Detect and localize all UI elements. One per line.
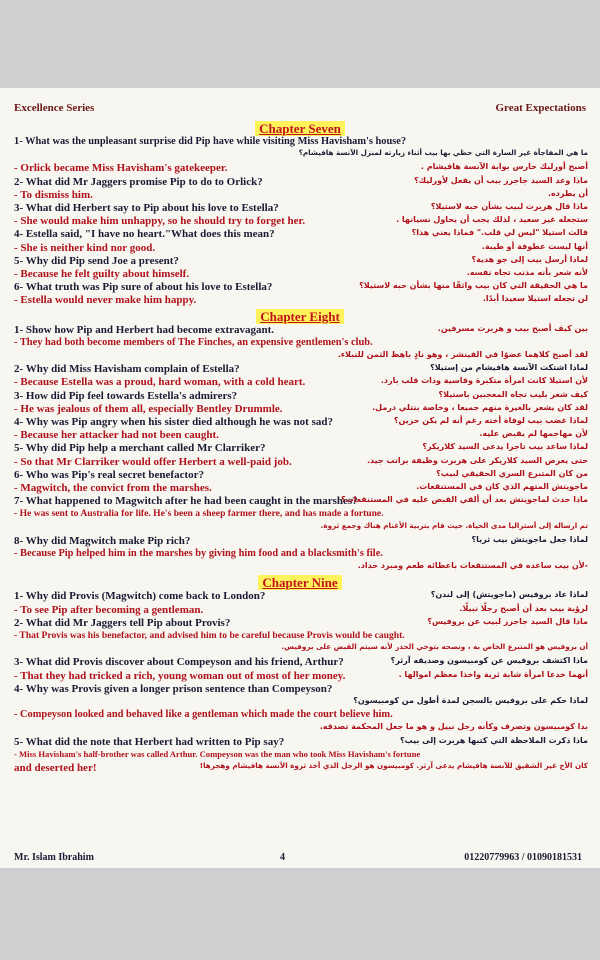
answer-text: - Because Estella was a proud, hard woman, with a cold heart. — [14, 376, 306, 389]
qa-line — [14, 561, 588, 574]
arabic-translation: أن بروفيس هو المتبرع الخاص به ، ونصحه بتوخي الحذر لأنه سيتم القبض على بروفيس. — [281, 642, 588, 652]
qa-line — [14, 469, 588, 482]
answer-text: - She is neither kind nor good. — [14, 241, 156, 254]
qa-line — [14, 670, 588, 683]
qa-line — [14, 228, 588, 241]
arabic-translation: أن يطرده. — [548, 188, 588, 198]
page-number: 4 — [280, 852, 285, 863]
question-text: 4- Estella said, "I have no heart."What does this mean? — [14, 228, 275, 241]
answer-text: - He was jealous of them all, especially Bentley Drummle. — [14, 402, 283, 415]
qa-line — [14, 268, 588, 281]
answer-text: - Compeyson looked and behaved like a gentleman which made the court believe him. — [14, 709, 393, 721]
answer-text: - That Provis was his benefactor, and advised him to be careful because Provis would be caught. — [14, 630, 405, 641]
qa-line — [14, 709, 588, 722]
question-text: 5- What did the note that Herbert had written to Pip say? — [14, 735, 285, 748]
question-text: 5- Why did Pip send Joe a present? — [14, 254, 179, 267]
qa-line — [14, 656, 588, 669]
arabic-translation: -لأن بيب ساعده في المستنقعات باعطائه طعم ومبرد حداد. — [357, 561, 588, 571]
qa-line — [14, 617, 588, 630]
arabic-translation: لماذا حكم على بروفيس بالسجن لمدة أطول من كومبيسون؟ — [353, 696, 588, 705]
qa-line — [14, 495, 588, 508]
qa-line — [14, 696, 588, 709]
qa-line — [14, 722, 588, 735]
arabic-translation: ماذا اكتشف بروفيس عن كومبيسون وصديقه آرثر؟ — [390, 656, 588, 666]
question-text: 8- Why did Magwitch make Pip rich? — [14, 534, 191, 547]
question-text: 2- What did Mr Jaggers promise Pip to do to Orlick? — [14, 175, 263, 188]
question-text: 3- What did Provis discover about Compeyson and his friend, Arthur? — [14, 656, 344, 669]
phone-numbers: 01220779963 / 01090181531 — [464, 852, 582, 863]
arabic-translation: ماذا قال السيد جاجرز لبيب عن بروفيس؟ — [427, 616, 588, 626]
arabic-translation: ماجويتش المتهم الذي كان في المستنقعات. — [416, 482, 588, 491]
answer-text: - He was sent to Australia for life. He's been a sheep farmer there, and has made a fortune. — [14, 508, 384, 520]
arabic-translation: تم ارساله إلى أستراليا مدى الحياة. حيث قام بتربية الأغنام هناك وجمع ثروة. — [320, 520, 588, 530]
qa-line — [14, 242, 588, 255]
qa-line — [14, 376, 588, 389]
arabic-translation: كيف شعر بليب تجاه المعجبين باستيلا؟ — [438, 389, 588, 399]
arabic-translation: لقد كان يشعر بالغيرة منهم جميعا ، وخاصة بنتلي درمل. — [372, 402, 588, 412]
answer-text: - To dismiss him. — [14, 188, 93, 201]
qa-line — [14, 590, 588, 603]
answer-text: - They had both become members of The Finches, an expensive gentlemen's club. — [14, 336, 373, 348]
arabic-translation: أنها ليست عطوفة أو طيبة. — [481, 241, 588, 251]
arabic-translation: ماذا وعد السيد جاجرز بيب أن يفعل لأورليك؟ — [414, 175, 588, 185]
chapter-title: Chapter Nine — [258, 575, 341, 590]
chapter-title: Chapter Eight — [256, 309, 344, 324]
arabic-translation: ماذا ذكرت الملاحظة التي كتبها هربرت إلى بيب؟ — [399, 735, 588, 745]
qa-line — [14, 749, 588, 762]
arabic-translation: ماذا قال هربرت لبيب بشأن حبه لاستيلا؟ — [430, 202, 588, 211]
qa-line — [14, 149, 588, 162]
answer-text: - Magwitch, the convict from the marshes. — [14, 482, 212, 494]
question-text: 6- What truth was Pip sure of about his love to Estella? — [14, 281, 273, 294]
qa-line — [14, 442, 588, 455]
question-text: 5- Why did Pip help a merchant called Mr Clarriker? — [14, 442, 266, 455]
series-label: Excellence Series — [14, 102, 95, 114]
arabic-translation: لماذا أرسل بيب إلى جو هدية؟ — [471, 254, 588, 264]
arabic-translation: حتى يعرض السيد كلاريكر على هربرت وظيفة براتب جيد. — [366, 455, 588, 465]
qa-line — [14, 324, 588, 337]
arabic-translation: بدا كومبيسون وتصرف وكأنه رجل نبيل و هو ما جعل المحكمة تصدقه. — [319, 722, 588, 732]
arabic-translation: لقد أصبح كلاهما عضوًا في الفينشز ، وهو نادٍ باهظ الثمن للنبلاء. — [337, 350, 588, 359]
qa-line — [14, 294, 588, 307]
qa-line — [14, 548, 588, 561]
author-name: Mr. Islam Ibrahim — [14, 852, 94, 863]
arabic-translation: أنهما خدعا امرأة شابة ثرية واخذا معظم اموالها . — [398, 669, 588, 679]
answer-text: - Orlick became Miss Havisham's gatekeeper. — [14, 162, 228, 175]
question-text: 6- Who was Pip's real secret benefactor? — [14, 468, 205, 481]
qa-line — [14, 482, 588, 495]
qa-line — [14, 281, 588, 294]
arabic-translation: من كان المتبرع السري الحقيقي لبيب؟ — [436, 468, 588, 478]
arabic-translation: لماذا جعل ماجويتش بيب ثريا؟ — [471, 534, 588, 544]
arabic-translation: ماذا حدث لماجويتش بعد أن ألقي القبض عليه في المستنقعات؟ — [341, 495, 588, 505]
qa-line — [14, 508, 588, 521]
qa-line — [14, 189, 588, 202]
arabic-translation: بين كيف أصبح بيب و هربرت مسرفين. — [437, 323, 588, 333]
arabic-translation: لرؤية بيب بعد أن أصبح رجلًا نبيلًا. — [459, 603, 588, 613]
arabic-translation: كان الأخ غير الشقيق للآنسة هافيشام يدعى آرثر. كومبيسون هو الرجل الذي أخذ ثروة الآنسة هافيشام وهجرها! — [199, 761, 588, 770]
arabic-translation: لماذا عاد بروفيس (ماجويتش) إلى لندن؟ — [430, 590, 588, 600]
answer-text: - So that Mr Clarriker would offer Herbert a well-paid job. — [14, 455, 292, 468]
qa-line — [14, 604, 588, 617]
question-text: 7- What happened to Magwitch after he had been caught in the marshes? — [14, 495, 358, 508]
worksheet-page — [0, 88, 600, 868]
answer-text: and deserted her! — [14, 762, 97, 774]
qa-line — [14, 255, 588, 268]
qa-line — [14, 350, 588, 363]
arabic-translation: لأن استيلا كانت امرأة متكبرة وقاسية وذات قلب بارد. — [380, 376, 588, 386]
question-text: 4- Why was Pip angry when his sister died although he was not sad? — [14, 416, 333, 428]
qa-line — [14, 456, 588, 469]
answer-text: - That they had tricked a rich, young woman out of most of her money. — [14, 669, 346, 682]
arabic-translation: أصبح أورليك حارس بوابة الآنسة هافيشام . — [420, 162, 588, 172]
qa-line — [14, 215, 588, 228]
question-text: 2- Why did Miss Havisham complain of Estella? — [14, 363, 240, 376]
arabic-translation: ما هي المفاجأة غير السارة التي حظي بها بيب أثناء زيارته لمنزل الآنسة هافيشام؟ — [298, 148, 588, 158]
arabic-translation: لماذا ساعد بيب تاجرا يدعى السيد كلاريكر؟ — [422, 442, 588, 452]
qa-line — [14, 162, 588, 175]
qa-line — [14, 416, 588, 429]
answer-text: - Estella would never make him happy. — [14, 294, 197, 307]
answer-text: - Miss Havisham's half-brother was called Arthur. Compeyson was the man who took Miss Havisham's fortune — [14, 748, 421, 759]
arabic-translation: لن تجعله استيلا سعيدا أبدًا. — [482, 294, 588, 304]
qa-line — [14, 762, 588, 775]
question-text: 1- Why did Provis (Magwitch) come back to London? — [14, 590, 266, 603]
answer-text: - Because her attacker had not been caught. — [14, 429, 219, 442]
qa-line — [14, 403, 588, 416]
qa-line — [14, 176, 588, 189]
arabic-translation: لماذا غضب بيب لوفاة أخته رغم أنه لم يكن حزين؟ — [393, 416, 588, 425]
arabic-translation: ستجعله غير سعيد ، لذلك يجب أن يحاول نسيانها . — [396, 215, 588, 225]
qa-line — [14, 429, 588, 442]
question-text: 3- What did Herbert say to Pip about his love to Estella? — [14, 202, 279, 214]
arabic-translation: لأنه شعر بأنه مذنب تجاه نفسه. — [466, 268, 588, 277]
arabic-translation: لماذا اشتكت الآنسة هافيشام من إستيلا؟ — [430, 363, 588, 373]
question-text: 3- How did Pip feel towards Estella's admirers? — [14, 389, 238, 402]
question-text: 1- What was the unpleasant surprise did Pip have while visiting Miss Havisham's house? — [14, 136, 407, 147]
qa-line — [14, 390, 588, 403]
qa-line — [14, 683, 588, 696]
question-text: 2- What did Mr Jaggers tell Pip about Provis? — [14, 616, 231, 629]
arabic-translation: لأن مهاجمها لم يقبض عليه. — [479, 429, 588, 439]
chapter-title: Chapter Seven — [255, 121, 345, 136]
qa-line — [14, 337, 588, 350]
question-text: 4- Why was Provis given a longer prison sentence than Compeyson? — [14, 682, 333, 695]
qa-line — [14, 363, 588, 376]
qa-line — [14, 535, 588, 548]
arabic-translation: ما هي الحقيقة التي كان بيب واثقًا منها بشأن حبه لاستيلا؟ — [359, 281, 588, 291]
qa-line — [14, 522, 588, 535]
qa-line — [14, 736, 588, 749]
answer-text: - Because Pip helped him in the marshes by giving him food and a blacksmith's file. — [14, 548, 383, 559]
answer-text: - Because he felt guilty about himself. — [14, 268, 190, 280]
book-title: Great Expectations — [495, 102, 586, 114]
question-text: 1- Show how Pip and Herbert had become extravagant. — [14, 323, 275, 336]
answer-text: - To see Pip after becoming a gentleman. — [14, 603, 204, 616]
arabic-translation: قالت استيلا "ليس لي قلب." فماذا يعني هذا؟ — [411, 228, 588, 238]
qa-line — [14, 643, 588, 656]
answer-text: - She would make him unhappy, so he should try to forget her. — [14, 215, 306, 228]
qa-line — [14, 202, 588, 215]
